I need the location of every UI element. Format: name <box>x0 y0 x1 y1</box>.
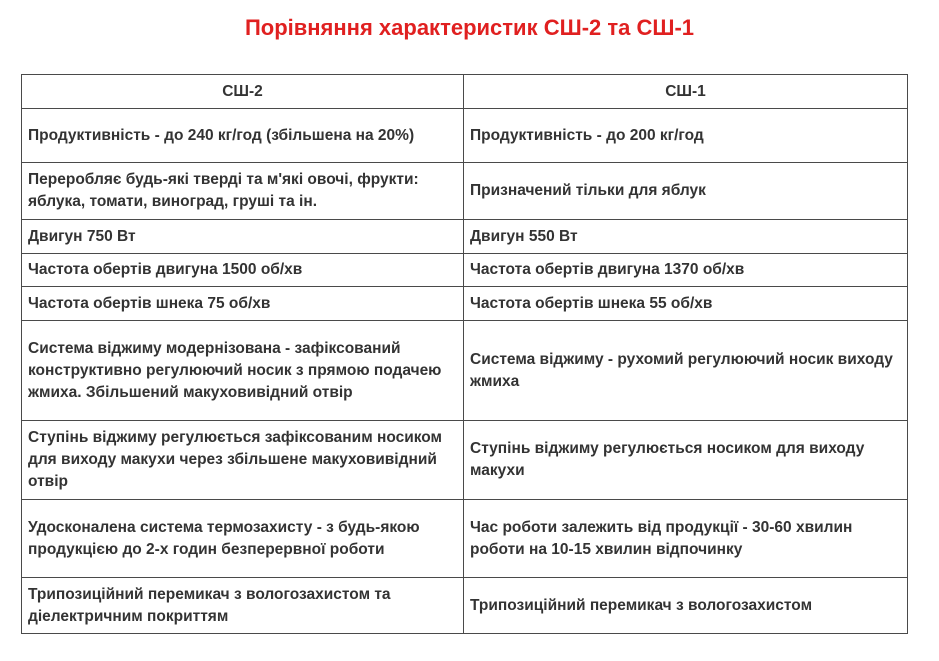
table-cell-sh2: Частота обертів шнека 75 об/хв <box>22 287 464 321</box>
table-row <box>22 500 908 578</box>
table-header-row <box>22 75 908 109</box>
table-row <box>22 220 908 254</box>
table-cell-sh2: Продуктивність - до 240 кг/год (збільшена на 20%) <box>22 109 464 163</box>
column-header-sh1: СШ-1 <box>464 75 908 109</box>
table-cell-sh1: Призначений тільки для яблук <box>464 163 908 220</box>
table-cell-sh1: Система віджиму - рухомий регулюючий носик виходу жмиха <box>464 321 908 421</box>
table-row <box>22 321 908 421</box>
table-row <box>22 421 908 500</box>
table-cell-sh2: Переробляє будь-які тверді та м'які овочі, фрукти: яблука, томати, виноград, груші та ін. <box>22 163 464 220</box>
table-cell-sh2: Частота обертів двигуна 1500 об/хв <box>22 254 464 287</box>
comparison-table <box>21 74 908 634</box>
table-row <box>22 163 908 220</box>
table-cell-sh1: Час роботи залежить від продукції - 30-60 хвилин роботи на 10-15 хвилин відпочинку <box>464 500 908 578</box>
table-cell-sh1: Двигун 550 Вт <box>464 220 908 254</box>
table-cell-sh2: Удосконалена система термозахисту - з будь-якою продукцією до 2-х годин безперервної роботи <box>22 500 464 578</box>
table-row <box>22 109 908 163</box>
page-title: Порівняння характеристик СШ-2 та СШ-1 <box>244 15 695 40</box>
table-cell-sh2: Двигун 750 Вт <box>22 220 464 254</box>
table-cell-sh1: Частота обертів шнека 55 об/хв <box>464 287 908 321</box>
table-cell-sh2: Трипозиційний перемикач з вологозахистом та діелектричним покриттям <box>22 578 464 634</box>
table-row <box>22 287 908 321</box>
table-cell-sh2: Ступінь віджиму регулюється зафіксованим носиком для виходу макухи через збільшене макуховивідний отвір <box>22 421 464 500</box>
table-cell-sh2: Система віджиму модернізована - зафіксований конструктивно регулюючий носик з прямою подачею жмиха. Збільшений макуховивідний отвір <box>22 321 464 421</box>
table-cell-sh1: Трипозиційний перемикач з вологозахистом <box>464 578 908 634</box>
table-row <box>22 578 908 634</box>
table-cell-sh1: Продуктивність - до 200 кг/год <box>464 109 908 163</box>
table-cell-sh1: Ступінь віджиму регулюється носиком для виходу макухи <box>464 421 908 500</box>
table-cell-sh1: Частота обертів двигуна 1370 об/хв <box>464 254 908 287</box>
column-header-sh2: СШ-2 <box>22 75 464 109</box>
table-row <box>22 254 908 287</box>
